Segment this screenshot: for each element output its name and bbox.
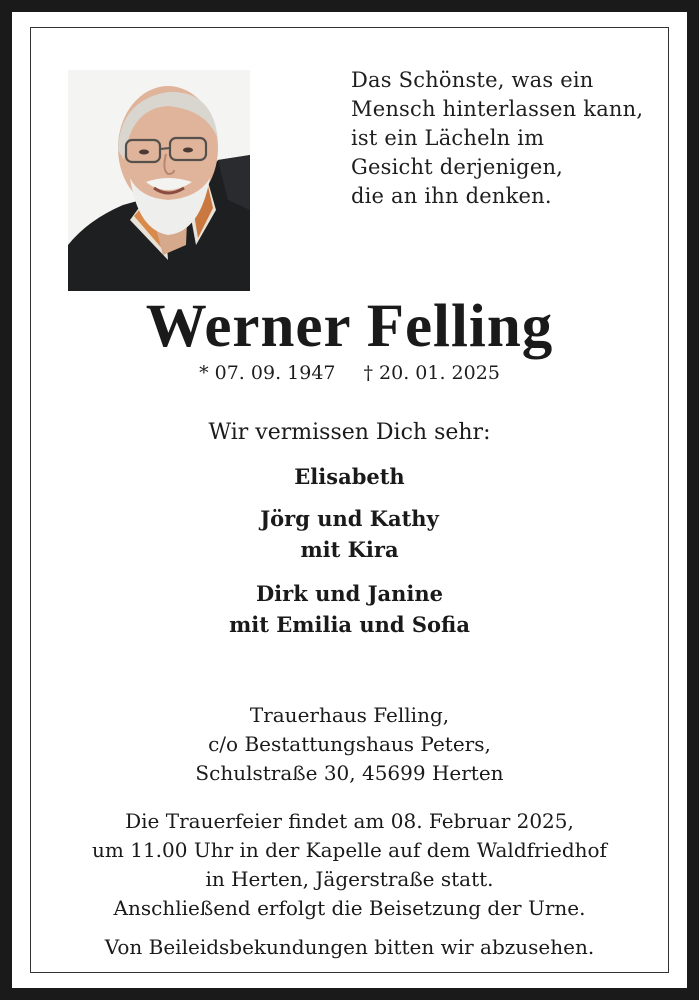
closing-note: Von Beileidsbekundungen bitten wir abzusehen. bbox=[104, 935, 595, 959]
miss-text: Wir vermissen Dich sehr: bbox=[208, 420, 491, 445]
poem-line: Das Schönste, was ein bbox=[351, 68, 594, 92]
ceremony-line: Die Trauerfeier findet am 08. Februar 2025, bbox=[125, 809, 574, 833]
family-group-3 bbox=[31, 578, 668, 640]
address-line: Trauerhaus Felling, bbox=[249, 703, 450, 727]
mourning-address bbox=[31, 701, 668, 788]
memorial-poem bbox=[351, 66, 643, 211]
family-group-2 bbox=[31, 503, 668, 565]
ceremony-info bbox=[31, 807, 668, 923]
family-group-1 bbox=[31, 461, 668, 492]
ceremony-line: in Herten, Jägerstraße statt. bbox=[205, 867, 494, 891]
family-member: Jörg und Kathy bbox=[260, 506, 439, 531]
family-member: mit Kira bbox=[300, 537, 399, 562]
portrait-illustration bbox=[68, 70, 250, 291]
poem-line: ist ein Lächeln im bbox=[351, 126, 545, 150]
poem-line: Mensch hinterlassen kann, bbox=[351, 97, 644, 121]
address-line: c/o Bestattungshaus Peters, bbox=[208, 732, 491, 756]
inner-frame bbox=[30, 27, 669, 973]
deceased-name: Werner Felling bbox=[145, 293, 554, 360]
family-member: mit Emilia und Sofia bbox=[229, 612, 470, 637]
life-dates bbox=[31, 362, 668, 384]
birth-date: * 07. 09. 1947 bbox=[199, 362, 336, 384]
ceremony-line: Anschließend erfolgt die Beisetzung der Urne. bbox=[113, 896, 586, 920]
ceremony-line: um 11.00 Uhr in der Kapelle auf dem Waldfriedhof bbox=[92, 838, 607, 862]
family-member: Elisabeth bbox=[294, 464, 405, 489]
poem-line: Gesicht derjenigen, bbox=[351, 155, 564, 179]
death-date: † 20. 01. 2025 bbox=[363, 362, 500, 384]
poem-line: die an ihn denken. bbox=[351, 184, 552, 208]
portrait-photo bbox=[68, 70, 250, 291]
obituary-card bbox=[12, 12, 687, 988]
address-line: Schulstraße 30, 45699 Herten bbox=[195, 761, 504, 785]
family-member: Dirk und Janine bbox=[255, 581, 444, 606]
